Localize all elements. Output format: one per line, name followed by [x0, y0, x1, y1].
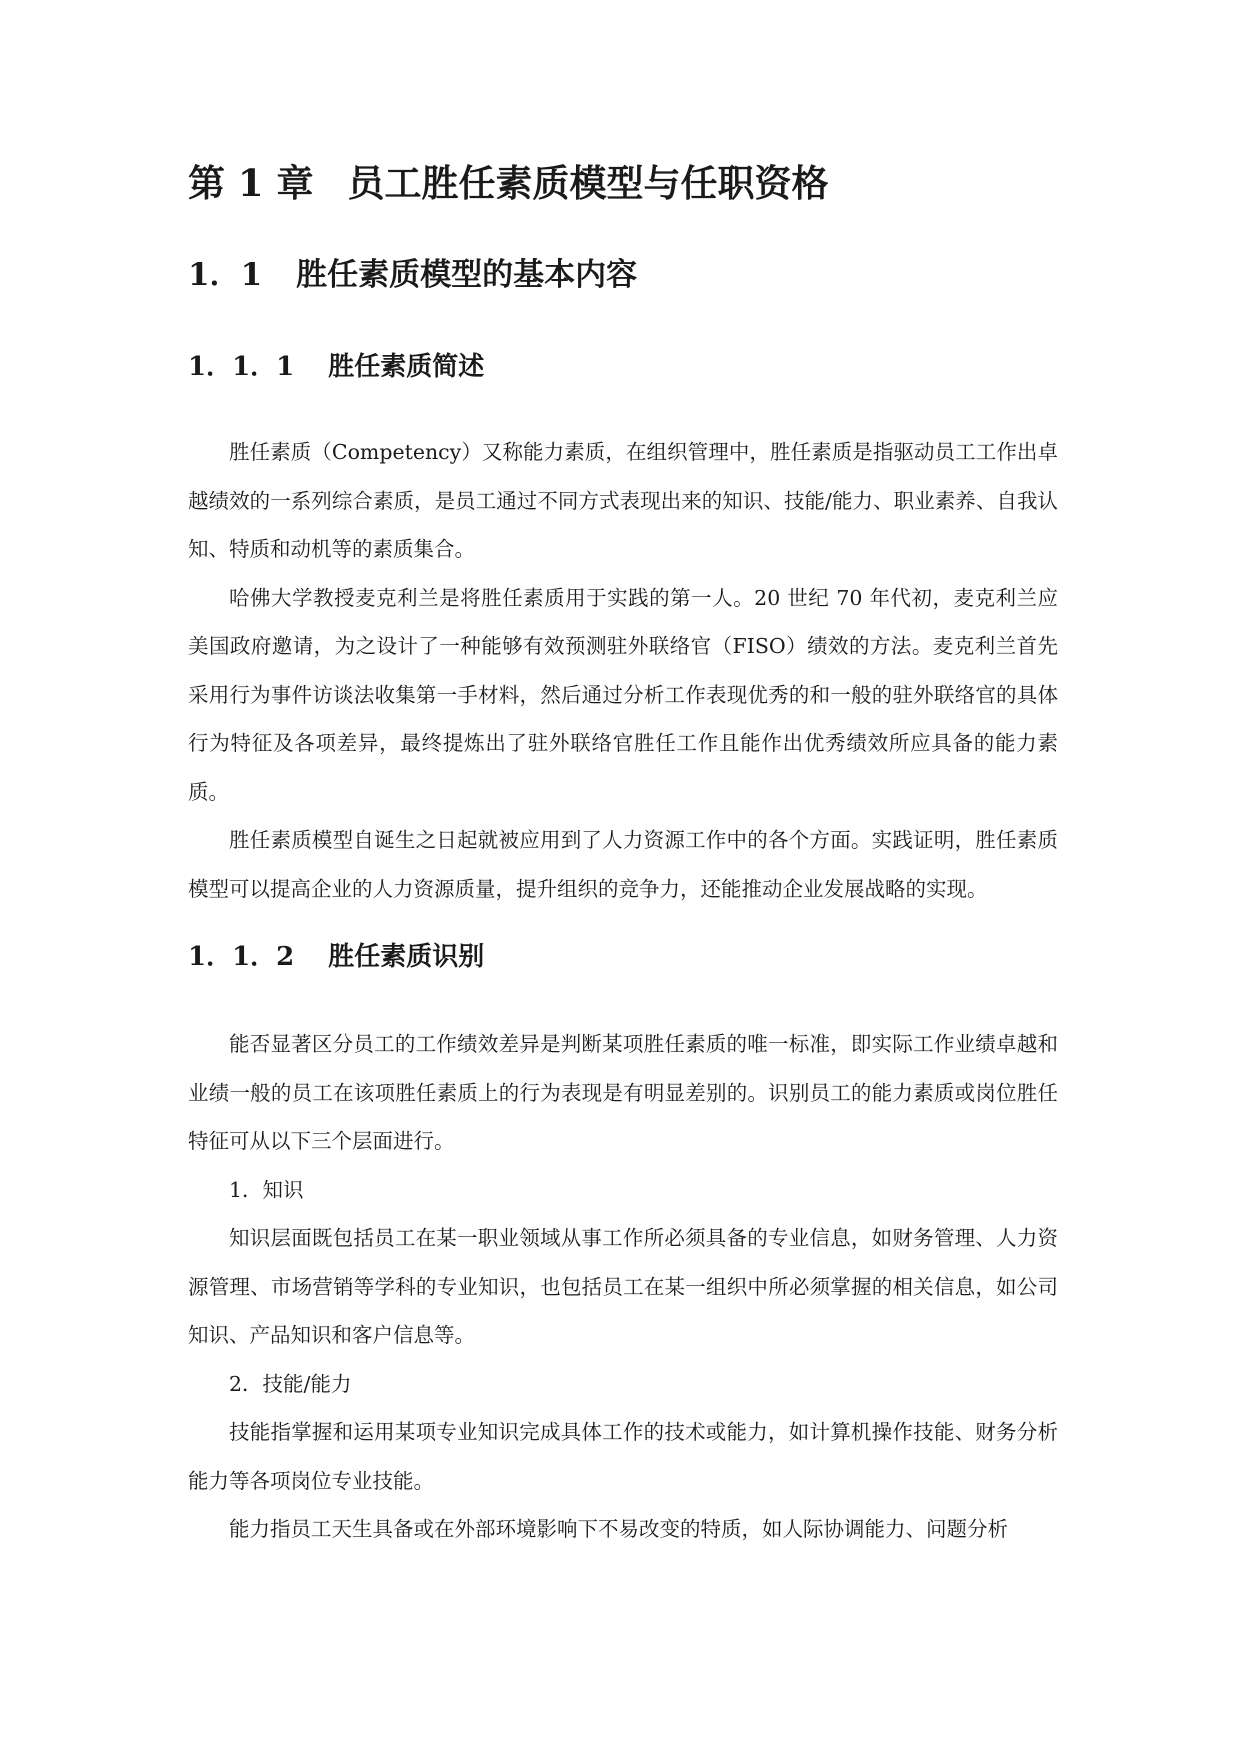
section-title: 胜任素质模型的基本内容: [296, 257, 638, 293]
subsection-1-body: [188, 428, 1058, 913]
paragraph: 能力指员工天生具备或在外部环境影响下不易改变的特质，如人际协调能力、问题分析: [229, 1517, 1008, 1541]
paragraph: 知识层面既包括员工在某一职业领域从事工作所必须具备的专业信息，如财务管理、人力资源管理、市场营销等学科的专业知识，也包括员工在某一组织中所必须掌握的相关信息，如公司知识、产品知识和客户信息等。: [188, 1226, 1058, 1347]
subsection-number: 1．1．1: [188, 352, 295, 382]
paragraph: 胜任素质（Competency）又称能力素质，在组织管理中，胜任素质是指驱动员工工作出卓越绩效的一系列综合素质，是员工通过不同方式表现出来的知识、技能/能力、职业素养、自我认知、特质和动机等的素质集合。: [188, 440, 1058, 561]
subsection-title: 胜任素质简述: [328, 352, 485, 382]
subsection-heading-1: [188, 348, 484, 386]
subsection-2-body: [188, 1020, 1058, 1554]
section-number: 1．1: [188, 257, 263, 293]
subsection-number: 1．1．2: [188, 942, 295, 972]
paragraph: 哈佛大学教授麦克利兰是将胜任素质用于实践的第一人。20 世纪 70 年代初，麦克利兰应美国政府邀请，为之设计了一种能够有效预测驻外联络官（FISO）绩效的方法。麦克利兰首先采用行为事件访谈法收集第一手材料，然后通过分析工作表现优秀的和一般的驻外联络官的具体行为特征及各项差异，最终提炼出了驻外联络官胜任工作且能作出优秀绩效所应具备的能力素质。: [188, 585, 1058, 804]
paragraph: 胜任素质模型自诞生之日起就被应用到了人力资源工作中的各个方面。实践证明，胜任素质模型可以提高企业的人力资源质量，提升组织的竞争力，还能推动企业发展战略的实现。: [188, 828, 1058, 901]
subsection-heading-2: [188, 938, 484, 976]
list-item-heading: 2．技能/能力: [229, 1371, 352, 1396]
chapter-heading: [188, 158, 829, 208]
chapter-title: 员工胜任素质模型与任职资格: [347, 161, 829, 205]
chapter-number: 第 1 章: [188, 161, 314, 205]
list-item-heading: 1．知识: [229, 1177, 304, 1202]
section-heading: [188, 253, 637, 297]
subsection-title: 胜任素质识别: [328, 942, 485, 972]
paragraph: 能否显著区分员工的工作绩效差异是判断某项胜任素质的唯一标准，即实际工作业绩卓越和业绩一般的员工在该项胜任素质上的行为表现是有明显差别的。识别员工的能力素质或岗位胜任特征可从以下三个层面进行。: [188, 1032, 1058, 1153]
paragraph: 技能指掌握和运用某项专业知识完成具体工作的技术或能力，如计算机操作技能、财务分析能力等各项岗位专业技能。: [188, 1420, 1058, 1493]
